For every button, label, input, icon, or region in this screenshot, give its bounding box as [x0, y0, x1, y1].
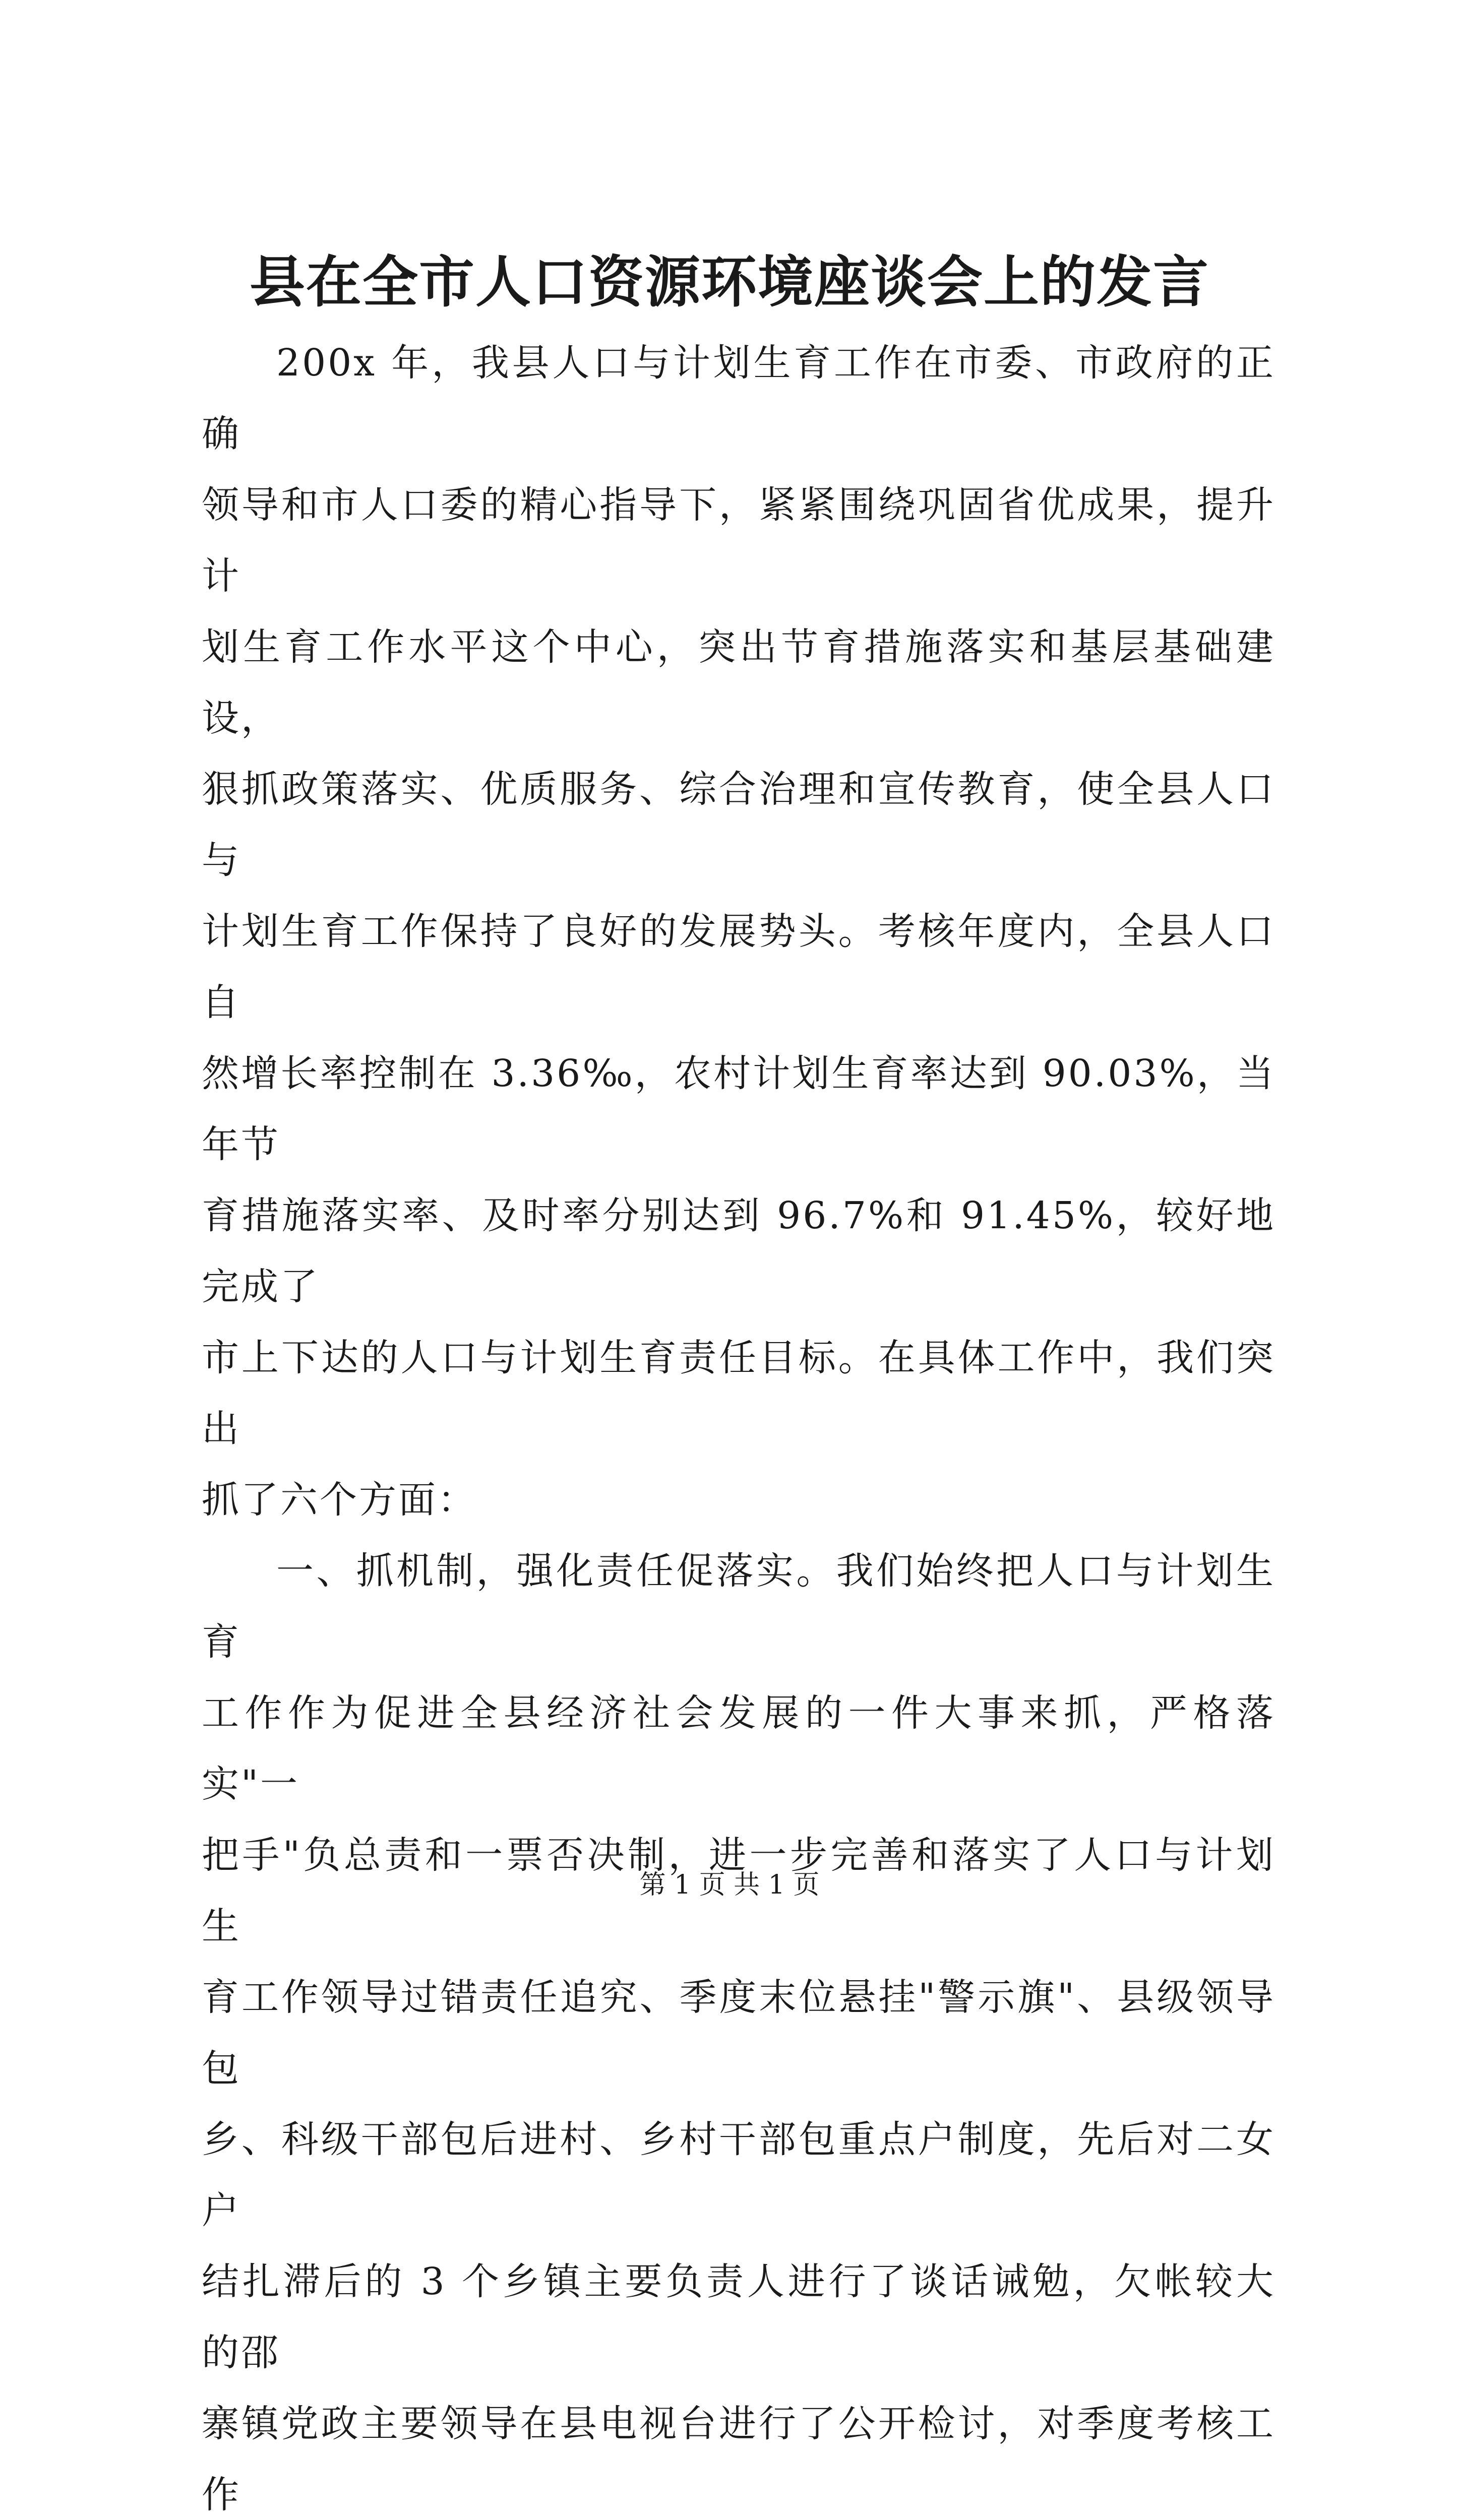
document-title: 县在全市人口资源环境座谈会上的发言 [250, 249, 1209, 314]
paragraph-section-one: 一、抓机制，强化责任促落实。我们始终把人口与计划生育 工作作为促进全县经济社会发展的一件大事来抓，严格落实"一 把手"负总责和一票否决制，进一步完善和落实了人口与计划生 育工作领导过错责任追究、季度末位悬挂"警示旗"、县级领导包 乡、科级干部包后进村、乡村干部包重点户制度，先后对二女户 结扎滞后的 3 个乡镇主要负责人进行了谈话诫勉，欠帐较大的邵 寨镇党政主要领导在县电视台进行了公开检讨，对季度考核工作 [202, 1549, 1275, 2516]
paragraph-intro: 200x 年，我县人口与计划生育工作在市委、市政府的正确 领导和市人口委的精心指导下，紧紧围绕巩固省优成果，提升计 划生育工作水平这个中心，突出节育措施落实和基层基础建设， 狠抓政策落实、优质服务、综合治理和宣传教育，使全县人口与 计划生育工作保持了良好的发展势头。考核年度内，全县人口自 然增长率控制在 3.36‰，农村计划生育率达到 90.03%，当年节 育措施落实率、及时率分别达到 96.7%和 91.45%，较好地完成了 市上下达的人口与计划生育责任目标。在具体工作中，我们突出 抓了六个方面： [202, 341, 1275, 1522]
document-body [202, 328, 1275, 2520]
page-footer: 第 1 页 共 1 页 [639, 1870, 820, 1900]
